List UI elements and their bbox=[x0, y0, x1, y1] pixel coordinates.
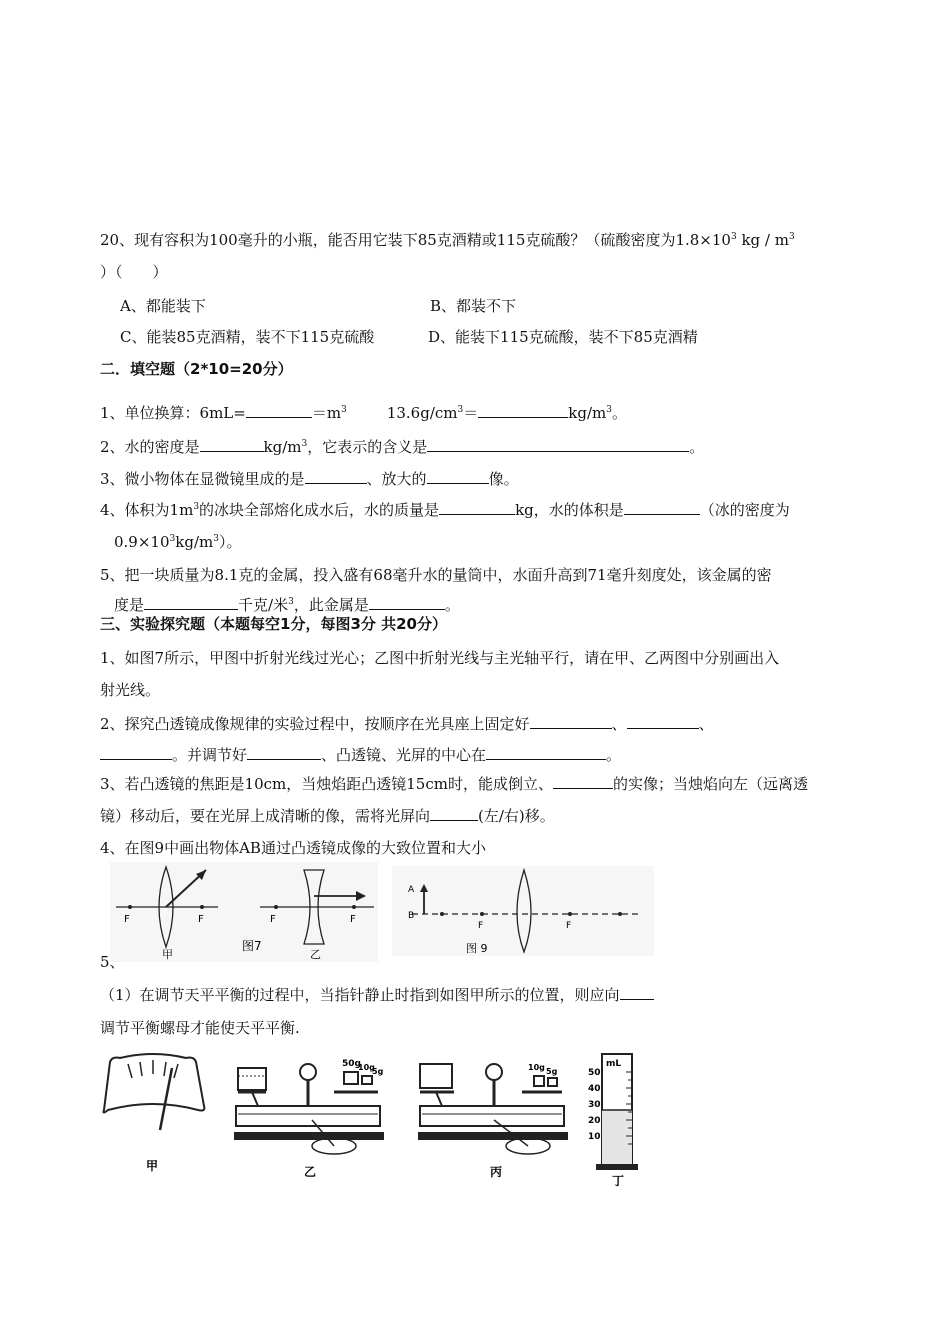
bing-balance-label: 丙 bbox=[490, 1165, 503, 1179]
jia-dial-label: 甲 bbox=[146, 1159, 159, 1173]
s3-q4: 4、在图9中画出物体AB通过凸透镜成像的大致位置和大小 bbox=[100, 839, 486, 857]
s3-q1: 1、如图7所示，甲图中折射光线过光心；乙图中折射光线与主光轴平行，请在甲、乙两图中分别画出入 bbox=[100, 649, 780, 667]
bing-weight-5g: 5g bbox=[546, 1067, 558, 1076]
s2-q5-blank-2[interactable] bbox=[369, 595, 445, 610]
s2-q4: 4、体积为$1m^3$的冰块全部熔化成水后，水的质量是 kg，水的体积是 （冰的密度为 bbox=[100, 501, 790, 519]
jia-pointer bbox=[160, 1068, 172, 1130]
q20-option-b: B、都装不下 bbox=[430, 297, 517, 315]
s2-q5: 5、把一块质量为8.1克的金属，投入盛有68毫升水的量筒中，水面升高到71毫升刻度处，该金属的密 bbox=[100, 566, 772, 584]
s2-q5-blank-1[interactable] bbox=[144, 595, 238, 610]
s3-q3: 3、若凸透镜的焦距是10cm，当烛焰距凸透镜15cm时，能成倒立、 的实像；当烛焰向左（远离透 bbox=[100, 775, 808, 793]
cylinder-tick-50: 50 bbox=[588, 1068, 601, 1078]
q20-option-a: A、都能装下 bbox=[120, 297, 206, 315]
jia-focus-right bbox=[200, 905, 204, 909]
s2-q2-blank-1[interactable] bbox=[200, 437, 264, 452]
s2-q4-blank-2[interactable] bbox=[624, 500, 700, 515]
s3-q2-blank-1[interactable] bbox=[530, 714, 612, 729]
yi-focus-right-label: F bbox=[350, 914, 356, 925]
q20-option-d: D、能装下115克硫酸，装不下85克酒精 bbox=[428, 328, 698, 346]
figure-7-caption: 图7 bbox=[242, 939, 262, 953]
s2-q4-line2: $0.9\times 10^3kg/m^3$）。 bbox=[114, 533, 242, 551]
cylinder-tick-40: 40 bbox=[588, 1084, 601, 1094]
q20-option-c: C、能装85克酒精，装不下115克硫酸 bbox=[120, 328, 375, 346]
section2-title: 二．填空题（2*10=20分） bbox=[100, 360, 293, 378]
s2-q5-line2: 度是 千克/米$^3$，此金属是 。 bbox=[114, 596, 460, 614]
figure-7 bbox=[110, 862, 378, 962]
s3-q5: 5、 bbox=[100, 953, 125, 971]
s3-q3-line2: 镜）移动后，要在光屏上成清晰的像，需将光屏向 (左/右)移。 bbox=[100, 807, 555, 825]
jia-label: 甲 bbox=[162, 948, 173, 961]
s2-q2-blank-2[interactable] bbox=[427, 437, 689, 452]
yi-focus-left-label: F bbox=[270, 914, 276, 925]
s2-q1-blank-1[interactable] bbox=[246, 403, 312, 418]
yi-focus-left bbox=[274, 905, 278, 909]
figure-9-background bbox=[392, 866, 654, 956]
fig9-focus-right-label: F bbox=[566, 921, 572, 931]
cylinder-tick-10: 10 bbox=[588, 1132, 601, 1142]
ding-cylinder-label: 丁 bbox=[612, 1174, 625, 1188]
s3-q5-blank-1[interactable] bbox=[620, 985, 654, 1000]
ding-cylinder bbox=[596, 1054, 638, 1170]
s2-q3-blank-1[interactable] bbox=[305, 469, 367, 484]
q20-stem: 20、现有容积为100毫升的小瓶，能否用它装下85克酒精或115克硫酸？（硫酸密度为$1.8\times 10^3$ kg / $m^3$ bbox=[100, 231, 795, 249]
jia-focus-left bbox=[128, 905, 132, 909]
cylinder-tick-20: 20 bbox=[588, 1116, 601, 1126]
section3-title: 三、实验探究题（本题每空1分，每图3分 共20分） bbox=[100, 615, 447, 633]
jia-focus-left-label: F bbox=[124, 914, 130, 925]
yi-weight-50g: 50g bbox=[342, 1059, 361, 1069]
s3-q2-blank-3[interactable] bbox=[100, 745, 172, 760]
yi-balance-label: 乙 bbox=[304, 1165, 317, 1179]
s3-q3-blank-1[interactable] bbox=[553, 774, 613, 789]
yi-focus-right bbox=[352, 905, 356, 909]
s3-q5-sub1: （1）在调节天平平衡的过程中，当指针静止时指到如图甲所示的位置，则应向 bbox=[100, 985, 654, 1005]
yi-weight-5g: 5g bbox=[372, 1067, 384, 1076]
s3-q2-blank-2[interactable] bbox=[627, 714, 699, 729]
s3-q2: 2、探究凸透镜成像规律的实验过程中，按顺序在光具座上固定好 、 、 bbox=[100, 715, 714, 733]
fig9-focus-left-label: F bbox=[478, 921, 484, 931]
fig9-2f-left bbox=[440, 912, 444, 916]
yi-label: 乙 bbox=[310, 948, 321, 961]
s3-q3-blank-2[interactable] bbox=[430, 806, 478, 821]
fig9-focus-left bbox=[480, 912, 484, 916]
balance-figures bbox=[98, 1040, 658, 1190]
s3-q2-blank-4[interactable] bbox=[247, 745, 321, 760]
s2-q1-blank-2[interactable] bbox=[478, 403, 568, 418]
s3-q2-line2: 。并调节好 、凸透镜、光屏的中心在 。 bbox=[100, 745, 621, 765]
figure-9 bbox=[392, 866, 654, 956]
s3-q5-sub1-line2: 调节平衡螺母才能使天平平衡. bbox=[100, 1019, 300, 1037]
yi-balance bbox=[234, 1064, 384, 1154]
fig9-label-b: B bbox=[408, 911, 415, 921]
jia-focus-right-label: F bbox=[198, 914, 204, 925]
s2-q3-blank-2[interactable] bbox=[427, 469, 489, 484]
cylinder-tick-30: 30 bbox=[588, 1100, 601, 1110]
s2-q2: 2、水的密度是 $kg/m^3$，它表示的含义是 。 bbox=[100, 438, 705, 456]
s2-q4-blank-1[interactable] bbox=[439, 500, 515, 515]
fig9-focus-right bbox=[568, 912, 572, 916]
yi-weight-10g: 10g bbox=[358, 1063, 375, 1072]
figure-9-caption: 图 9 bbox=[466, 942, 488, 955]
s2-q1: 1、单位换算：$6mL= =m^3$ $13.6g/cm^3= kg/m^3$。 bbox=[100, 404, 627, 422]
jia-dial bbox=[104, 1054, 205, 1113]
bing-weight-10g: 10g bbox=[528, 1063, 545, 1072]
s3-q2-blank-5[interactable] bbox=[486, 745, 606, 760]
s3-q1-line2: 射光线。 bbox=[100, 681, 161, 699]
q20-stem-tail: ）（ ） bbox=[100, 263, 168, 281]
bing-balance bbox=[418, 1064, 568, 1154]
fig9-label-a: A bbox=[408, 885, 415, 895]
fig9-2f-right bbox=[618, 912, 622, 916]
cylinder-unit: mL bbox=[606, 1059, 622, 1069]
s2-q3: 3、微小物体在显微镜里成的是 、放大的 像。 bbox=[100, 470, 519, 488]
